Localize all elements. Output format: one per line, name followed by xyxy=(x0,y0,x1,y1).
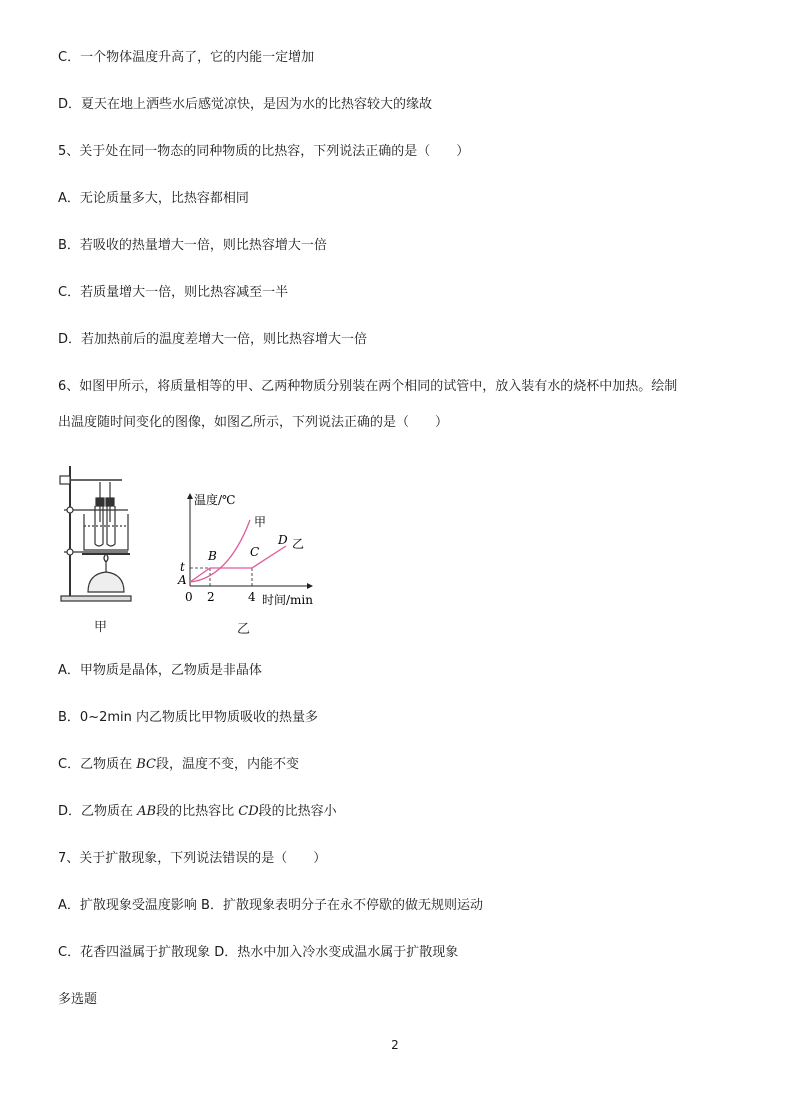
point-d-label: D xyxy=(278,533,288,547)
q6-option-c-post: 段，温度不变，内能不变 xyxy=(155,757,299,772)
q6-option-d-seg2: CD xyxy=(238,804,259,819)
q4-option-d: D．夏天在地上洒些水后感觉凉快，是因为水的比热容较大的缘故 xyxy=(58,97,433,112)
q6-option-d-pre: D．乙物质在 xyxy=(58,804,138,819)
q6-option-c-segment: BC xyxy=(136,757,156,772)
q6-option-d-post: 段的比热容小 xyxy=(258,804,337,819)
point-b-label: B xyxy=(208,549,217,563)
q6-option-d-seg1: AB xyxy=(137,804,157,819)
t-label: t xyxy=(180,560,185,574)
q7-stem: 7、关于扩散现象，下列说法错误的是（ ） xyxy=(58,851,327,866)
q5-option-d: D．若加热前后的温度差增大一倍，则比热容增大一倍 xyxy=(58,332,368,347)
curve-yi xyxy=(190,546,286,582)
q6-option-d xyxy=(58,803,337,821)
series-label-jia: 甲 xyxy=(254,515,267,529)
q5-option-a: A．无论质量多大，比热容都相同 xyxy=(58,191,249,206)
q7-options-ab: A．扩散现象受温度影响 B．扩散现象表明分子在永不停歇的做无规则运动 xyxy=(58,898,483,913)
figure-caption-right: 乙 xyxy=(237,622,251,637)
q6-option-c-pre: C．乙物质在 xyxy=(58,757,137,772)
q6-stem-line2: 出温度随时间变化的图像，如图乙所示，下列说法正确的是（ ） xyxy=(58,415,449,430)
section-heading: 多选题 xyxy=(58,992,98,1007)
q6-option-c xyxy=(58,756,299,774)
figure-caption-left: 甲 xyxy=(94,620,108,635)
q5-option-c: C．若质量增大一倍，则比热容减至一半 xyxy=(58,285,289,300)
q6-stem-line1: 6、如图甲所示，将质量相等的甲、乙两种物质分别装在两个相同的试管中，放入装有水的烧杯中加热。绘制 xyxy=(58,379,678,394)
point-c-label: C xyxy=(250,545,260,559)
graph-ylabel: 温度/℃ xyxy=(194,493,236,507)
page-number: 2 xyxy=(391,1038,399,1052)
q5-stem: 5、关于处在同一物态的同种物质的比热容，下列说法正确的是（ ） xyxy=(58,144,470,159)
graph-xlabel: 时间/min xyxy=(262,593,313,607)
tick-2: 2 xyxy=(207,590,215,604)
tick-4: 4 xyxy=(248,590,256,604)
q6-option-b: B．0~2min 内乙物质比甲物质吸收的热量多 xyxy=(58,710,319,725)
series-label-yi: 乙 xyxy=(292,537,305,551)
tick-0: 0 xyxy=(185,590,193,604)
q7-options-cd: C．花香四溢属于扩散现象 D．热水中加入冷水变成温水属于扩散现象 xyxy=(58,945,459,960)
curve-jia xyxy=(190,520,250,582)
q4-option-c: C．一个物体温度升高了，它的内能一定增加 xyxy=(58,50,315,65)
point-a-label: A xyxy=(178,573,187,587)
temperature-time-graph xyxy=(170,490,326,614)
q6-option-a: A．甲物质是晶体，乙物质是非晶体 xyxy=(58,663,262,678)
apparatus-figure xyxy=(58,462,138,606)
q6-option-d-mid: 段的比热容比 xyxy=(156,804,239,819)
q5-option-b: B．若吸收的热量增大一倍，则比热容增大一倍 xyxy=(58,238,327,253)
